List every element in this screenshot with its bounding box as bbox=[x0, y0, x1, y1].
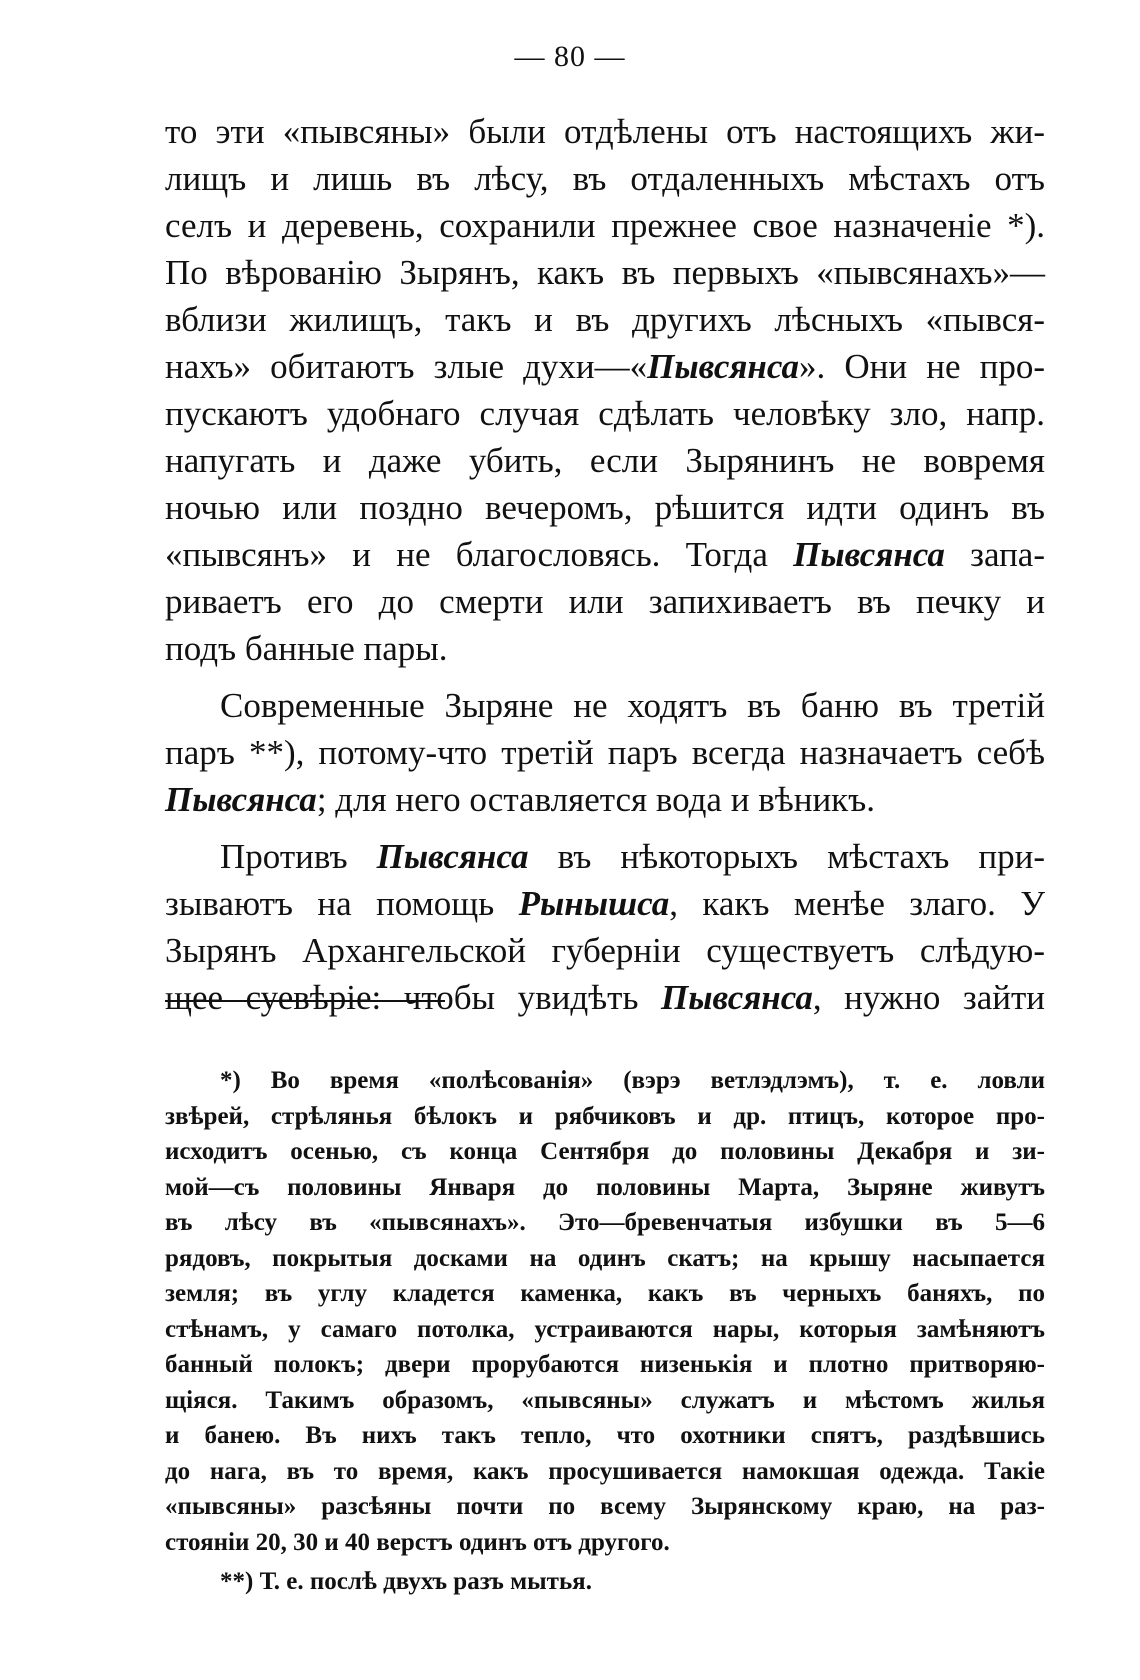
footnote-line: банный полокъ; двери прорубаются низенькія и плотно притворяю- bbox=[165, 1351, 1045, 1378]
text-segment: въ нѣкоторыхъ мѣстахъ при- bbox=[528, 837, 1045, 876]
text-segment: запа- bbox=[944, 535, 1045, 574]
footnote-line: исходитъ осенью, съ конца Сентября до половины Декабря и зи- bbox=[165, 1138, 1045, 1165]
text-segment: Противъ bbox=[220, 837, 377, 876]
main-text bbox=[165, 108, 1045, 1021]
text-line bbox=[165, 531, 1045, 578]
footnote-line: и банею. Въ нихъ такъ тепло, что охотники спятъ, раздѣвшись bbox=[165, 1422, 1045, 1449]
text-line: лищъ и лишь въ лѣсу, въ отдаленныхъ мѣстахъ отъ bbox=[165, 159, 1045, 198]
spirit-name: Пывсянса bbox=[647, 347, 799, 386]
spirit-name: Рынышса bbox=[518, 884, 670, 923]
spirit-name: Пывсянса bbox=[376, 837, 529, 876]
footnotes bbox=[165, 1063, 1045, 1600]
text-segment: щее суевѣріе: чтобы увидѣть bbox=[165, 978, 662, 1017]
spirit-name: Пывсянса bbox=[661, 978, 813, 1017]
footnote-line: земля; въ углу кладется каменка, какъ въ черныхъ баняхъ, по bbox=[165, 1280, 1045, 1307]
text-line: вблизи жилищъ, такъ и въ другихъ лѣсныхъ «пывся- bbox=[165, 300, 1045, 339]
text-line: то эти «пывсяны» были отдѣлены отъ настоящихъ жи- bbox=[165, 112, 1045, 151]
text-line: ночью или поздно вечеромъ, рѣшится идти одинъ въ bbox=[165, 488, 1045, 527]
text-line bbox=[165, 343, 1045, 390]
text-segment: ; для него оставляется вода и вѣникъ. bbox=[316, 780, 876, 819]
footnote-line: «пывсяны» разсѣяны почти по всему Зырянскому краю, на раз- bbox=[165, 1493, 1045, 1520]
footnote-line: рядовъ, покрытыя досками на одинъ скатъ; на крышу насыпается bbox=[165, 1244, 1045, 1272]
page-number: — 80 — bbox=[514, 40, 626, 73]
text-line: риваетъ его до смерти или запихиваетъ въ печку и bbox=[165, 582, 1045, 621]
footnote-line: до нага, въ то время, какъ просушивается намокшая одежда. Такіе bbox=[165, 1457, 1045, 1485]
text-line bbox=[165, 833, 1045, 880]
text-line: Современные Зыряне не ходятъ въ баню въ третій bbox=[220, 686, 1045, 725]
text-segment: зываютъ на помощь bbox=[165, 884, 519, 923]
text-line: селъ и деревень, сохранили прежнее свое назначеніе *). bbox=[165, 206, 1045, 245]
spirit-name: Пывсянса bbox=[793, 535, 945, 574]
text-line: подъ банные пары. bbox=[165, 629, 448, 668]
footnote-line: стояніи 20, 30 и 40 верстъ одинъ отъ другого. bbox=[165, 1528, 670, 1556]
footnote-line: *) Во время «полѣсованія» (вэрэ ветлэдлэмъ), т. е. ловли bbox=[220, 1067, 1045, 1094]
text-segment: , какъ менѣе злаго. У bbox=[669, 884, 1045, 923]
text-segment: ». Они не про- bbox=[798, 347, 1045, 386]
spirit-name: Пывсянса bbox=[165, 780, 317, 819]
text-line bbox=[165, 974, 1045, 1021]
footnote-line: звѣрей, стрѣлянья бѣлокъ и рябчиковъ и др. птицъ, которое про- bbox=[165, 1102, 1045, 1130]
footnote-line: въ лѣсу въ «пывсянахъ». Это—бревенчатыя избушки въ 5—6 bbox=[165, 1209, 1045, 1236]
text-segment: , нужно зайти bbox=[812, 978, 1045, 1017]
text-line: По вѣрованію Зырянъ, какъ въ первыхъ «пывсянахъ»— bbox=[165, 253, 1045, 292]
text-line: паръ **), потому-что третій паръ всегда назначаетъ себѣ bbox=[165, 733, 1045, 772]
text-line bbox=[165, 880, 1045, 927]
footnote-line: **) Т. е. послѣ двухъ разъ мытья. bbox=[220, 1568, 592, 1595]
footnote-separator bbox=[165, 1000, 445, 1002]
text-line: пускаютъ удобнаго случая сдѣлать человѣку зло, напр. bbox=[165, 394, 1045, 433]
text-line: Зырянъ Архангельской губерніи существуетъ слѣдую- bbox=[165, 931, 1045, 970]
footnote-line: мой—съ половины Января до половины Марта, Зыряне живутъ bbox=[165, 1173, 1045, 1201]
footnote-line: щіяся. Такимъ образомъ, «пывсяны» служатъ и мѣстомъ жилья bbox=[165, 1386, 1045, 1414]
text-segment: «пывсянъ» и не благословясь. Тогда bbox=[165, 535, 794, 574]
text-segment: нахъ» обитаютъ злые духи—« bbox=[165, 347, 648, 386]
text-line bbox=[165, 776, 1045, 823]
footnote-line: стѣнамъ, у самаго потолка, устраиваются нары, которыя замѣняютъ bbox=[165, 1315, 1045, 1343]
text-line: напугать и даже убить, если Зырянинъ не вовремя bbox=[165, 441, 1045, 480]
